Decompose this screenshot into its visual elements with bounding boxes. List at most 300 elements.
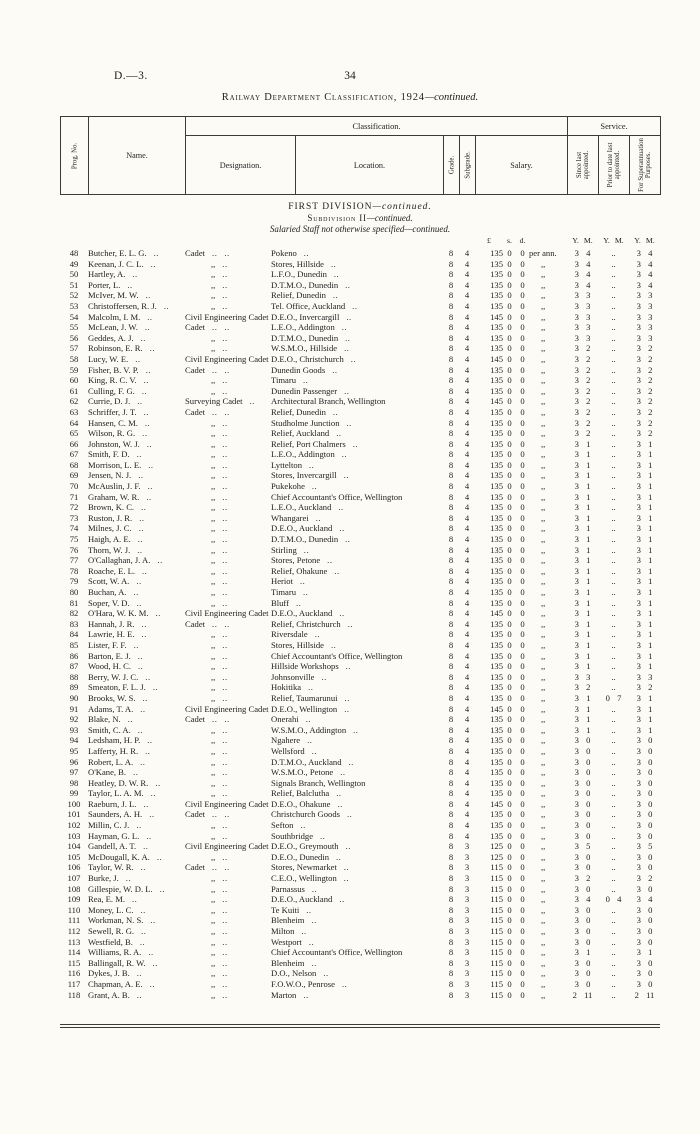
leader-dots: .. bbox=[145, 671, 151, 682]
subgrade: 4 bbox=[464, 269, 470, 280]
staff-name: Raeburn, J. L. .. bbox=[88, 798, 149, 809]
subgrade: 4 bbox=[464, 756, 470, 767]
salary-shillings: 0 bbox=[507, 332, 512, 343]
service-prior: .. bbox=[611, 375, 616, 386]
service-super: 3 1 bbox=[636, 544, 653, 555]
designation: ,, .. bbox=[211, 512, 228, 523]
salary-pounds: 135 bbox=[490, 385, 503, 396]
leader-dots: .. bbox=[222, 385, 228, 396]
service-super: 3 1 bbox=[636, 523, 653, 534]
table-row bbox=[60, 449, 660, 460]
leader-dots: .. bbox=[303, 248, 310, 258]
table-row bbox=[60, 566, 660, 577]
table-row bbox=[60, 926, 660, 937]
salary-pounds: 135 bbox=[490, 650, 503, 661]
column-header-name: Name. bbox=[89, 117, 186, 195]
leader-dots: .. bbox=[345, 661, 351, 672]
salary-shillings: 0 bbox=[507, 915, 512, 926]
staff-name: McLean, J. W. .. bbox=[88, 322, 151, 333]
table-row bbox=[60, 428, 660, 439]
salary-shillings: 0 bbox=[507, 978, 512, 989]
leader-dots: .. bbox=[303, 544, 310, 555]
salary-pence: 0 bbox=[520, 767, 525, 778]
service-since: 3 2 bbox=[574, 417, 591, 428]
service-since: 3 2 bbox=[574, 364, 591, 375]
service-prior: .. bbox=[611, 512, 616, 523]
service-since: 3 4 bbox=[574, 258, 591, 269]
designation: Cadet .. .. bbox=[185, 809, 230, 820]
section-subdivision-heading bbox=[60, 213, 660, 223]
salary-note: ,, bbox=[541, 650, 546, 661]
salary-pence: 0 bbox=[520, 332, 525, 343]
service-since: 3 1 bbox=[574, 459, 591, 470]
table-row bbox=[60, 682, 660, 693]
salary-pounds: 135 bbox=[490, 745, 503, 756]
service-super: 3 1 bbox=[636, 629, 653, 640]
service-super: 3 2 bbox=[636, 682, 653, 693]
salary-note: ,, bbox=[541, 671, 546, 682]
table-row bbox=[60, 915, 660, 926]
subgrade: 4 bbox=[464, 587, 470, 597]
grade: 8 bbox=[448, 428, 454, 439]
prog-no: 108 bbox=[67, 883, 81, 894]
location: Stirling .. bbox=[271, 544, 310, 555]
location: Chief Accountant's Office, Wellington bbox=[271, 650, 403, 661]
salary-note: ,, bbox=[541, 851, 546, 862]
leader-dots: .. bbox=[307, 735, 313, 746]
leader-dots: .. bbox=[155, 777, 161, 788]
leader-dots: .. bbox=[143, 841, 149, 852]
location: Southbridge .. bbox=[271, 830, 326, 841]
grade: 8 bbox=[448, 756, 454, 767]
salary-pence: 0 bbox=[520, 300, 525, 311]
table-row bbox=[60, 640, 660, 651]
leader-dots: .. bbox=[144, 417, 151, 428]
location: Christchurch Goods .. bbox=[271, 809, 353, 820]
table-row bbox=[60, 312, 660, 323]
designation: Cadet .. .. bbox=[185, 364, 230, 375]
service-super: 3 1 bbox=[636, 481, 653, 492]
salary-note: ,, bbox=[541, 968, 546, 979]
leader-dots: .. bbox=[333, 269, 340, 280]
subgrade: 4 bbox=[464, 343, 470, 354]
service-prior: .. bbox=[611, 459, 616, 470]
designation: ,, .. bbox=[211, 724, 228, 735]
service-super: 3 1 bbox=[636, 650, 653, 661]
subgrade: 4 bbox=[464, 258, 470, 269]
service-prior: .. bbox=[611, 883, 616, 894]
leader-dots: .. bbox=[303, 375, 309, 386]
prog-no: 51 bbox=[69, 279, 79, 290]
leader-dots: .. bbox=[222, 915, 228, 926]
leader-dots: .. bbox=[137, 534, 144, 545]
table-row bbox=[60, 481, 660, 492]
salary-note: ,, bbox=[541, 459, 546, 470]
prog-no: 107 bbox=[67, 873, 81, 884]
service-prior: .. bbox=[611, 534, 616, 545]
subgrade: 4 bbox=[464, 428, 470, 439]
leader-dots: .. bbox=[224, 322, 230, 333]
prog-no: 64 bbox=[69, 417, 79, 428]
leader-dots: .. bbox=[153, 248, 159, 258]
grade: 8 bbox=[448, 894, 454, 905]
salary-note: ,, bbox=[541, 258, 546, 269]
service-since: 3 1 bbox=[574, 534, 591, 545]
salary-note: ,, bbox=[541, 608, 546, 619]
prog-no: 96 bbox=[69, 756, 79, 767]
grade: 8 bbox=[448, 788, 454, 799]
table-row bbox=[60, 502, 660, 513]
service-super: 3 0 bbox=[636, 756, 653, 767]
leader-dots: .. bbox=[222, 735, 228, 746]
staff-name: Wood, H. C. .. bbox=[88, 661, 144, 672]
salary-pence: 0 bbox=[520, 703, 525, 714]
staff-name: Hartley, A. .. bbox=[88, 269, 138, 280]
salary-pence: 0 bbox=[520, 459, 525, 470]
salary-note: ,, bbox=[541, 406, 546, 417]
service-prior: .. bbox=[611, 364, 616, 375]
service-since: 3 0 bbox=[574, 883, 591, 894]
staff-name: Saunders, A. H. .. bbox=[88, 809, 155, 820]
staff-name: Johnston, W. J. .. bbox=[88, 438, 153, 449]
service-super: 3 3 bbox=[636, 671, 653, 682]
leader-dots: .. bbox=[224, 862, 230, 873]
salary-pounds: 145 bbox=[490, 703, 503, 714]
location: Bluff .. bbox=[271, 597, 302, 608]
service-since: 3 1 bbox=[574, 523, 591, 534]
table-row bbox=[60, 757, 660, 768]
service-super: 3 0 bbox=[636, 936, 653, 947]
prog-no: 57 bbox=[69, 343, 79, 354]
salary-pence: 0 bbox=[520, 989, 525, 1000]
staff-name: Ledsham, H. P. .. bbox=[88, 735, 153, 746]
service-super: 3 1 bbox=[636, 502, 653, 513]
location: Studholme Junction .. bbox=[271, 417, 352, 428]
location: Relief, Christchurch .. bbox=[271, 618, 353, 629]
salary-shillings: 0 bbox=[507, 661, 512, 672]
service-since: 2 11 bbox=[572, 989, 593, 1000]
salary-shillings: 0 bbox=[507, 555, 512, 566]
leader-dots: .. bbox=[146, 491, 152, 502]
salary-shillings: 0 bbox=[507, 523, 512, 534]
location: Relief, Port Chalmers .. bbox=[271, 438, 359, 449]
designation: Civil Engineering Cadet bbox=[185, 608, 269, 619]
leader-dots: .. bbox=[212, 406, 218, 417]
service-since: 3 2 bbox=[574, 428, 591, 439]
salary-pence: 0 bbox=[520, 639, 525, 650]
salary-shillings: 0 bbox=[507, 396, 512, 407]
service-since: 3 1 bbox=[574, 608, 591, 619]
location: D.E.O., Ohakune .. bbox=[271, 798, 343, 809]
prog-no: 118 bbox=[67, 989, 81, 1000]
salary-pence: 0 bbox=[520, 587, 525, 597]
grade: 8 bbox=[448, 904, 454, 915]
location: Parnassus .. bbox=[271, 883, 318, 894]
grade: 8 bbox=[448, 841, 454, 852]
designation: ,, .. bbox=[211, 735, 228, 746]
leader-dots: .. bbox=[222, 756, 228, 767]
table-row bbox=[60, 968, 660, 979]
designation: ,, .. bbox=[211, 788, 228, 799]
salary-note: ,, bbox=[541, 269, 546, 280]
salary-pence: 0 bbox=[520, 608, 525, 619]
service-prior: 0 7 bbox=[605, 692, 622, 703]
unit-shillings: s. bbox=[507, 236, 512, 245]
service-since: 3 1 bbox=[574, 724, 591, 735]
designation: ,, .. bbox=[211, 777, 228, 788]
salary-pounds: 145 bbox=[490, 798, 503, 809]
service-super: 3 2 bbox=[636, 343, 653, 354]
service-prior: .. bbox=[611, 279, 616, 290]
salary-shillings: 0 bbox=[507, 565, 512, 576]
service-prior: .. bbox=[611, 555, 616, 566]
service-since: 3 3 bbox=[574, 671, 591, 682]
service-prior: .. bbox=[611, 248, 616, 258]
leader-dots: .. bbox=[222, 449, 228, 460]
location: Ngahere .. bbox=[271, 735, 313, 746]
leader-dots: .. bbox=[331, 258, 337, 269]
leader-dots: .. bbox=[152, 957, 158, 968]
salary-pence: 0 bbox=[520, 724, 525, 735]
salary-shillings: 0 bbox=[507, 375, 512, 386]
leader-dots: .. bbox=[222, 724, 228, 735]
location: D.T.M.O., Dunedin .. bbox=[271, 534, 351, 545]
leader-dots: .. bbox=[212, 714, 218, 725]
designation: ,, .. bbox=[211, 449, 228, 460]
salary-note: ,, bbox=[541, 957, 546, 968]
service-prior: .. bbox=[611, 957, 616, 968]
leader-dots: .. bbox=[163, 300, 170, 311]
salary-note: ,, bbox=[541, 841, 546, 852]
staff-rows bbox=[60, 248, 660, 1000]
location: Chief Accountant's Office, Wellington bbox=[271, 947, 403, 958]
service-super: 3 1 bbox=[636, 587, 653, 597]
grade: 8 bbox=[448, 809, 454, 820]
leader-dots: .. bbox=[132, 269, 138, 280]
salary-shillings: 0 bbox=[507, 841, 512, 852]
staff-name: Heatley, D. W. R. .. bbox=[88, 777, 161, 788]
subgrade: 4 bbox=[464, 290, 470, 301]
table-row bbox=[60, 947, 660, 958]
salary-shillings: 0 bbox=[507, 353, 512, 364]
service-prior: .. bbox=[611, 947, 616, 958]
salary-pence: 0 bbox=[520, 343, 525, 354]
service-prior: .. bbox=[611, 597, 616, 608]
salary-note: ,, bbox=[541, 290, 546, 301]
salary-shillings: 0 bbox=[507, 428, 512, 439]
location: Milton .. bbox=[271, 926, 307, 936]
salary-note: per ann. bbox=[529, 248, 557, 258]
document-reference: D.—3. bbox=[114, 70, 148, 82]
location: Riversdale .. bbox=[271, 629, 321, 640]
salary-pence: 0 bbox=[520, 862, 525, 873]
location: Timaru .. bbox=[271, 375, 309, 386]
salary-pence: 0 bbox=[520, 406, 525, 417]
unit-ym-prior: Y. M. bbox=[603, 236, 624, 245]
service-since: 3 0 bbox=[574, 820, 591, 831]
leader-dots: .. bbox=[147, 481, 153, 492]
staff-name: Morrison, L. E. .. bbox=[88, 459, 154, 470]
salary-pounds: 135 bbox=[490, 438, 503, 449]
salary-note: ,, bbox=[541, 661, 546, 672]
service-super: 3 0 bbox=[636, 820, 653, 831]
subgrade: 4 bbox=[464, 767, 470, 778]
salary-shillings: 0 bbox=[507, 936, 512, 947]
leader-dots: .. bbox=[222, 512, 228, 523]
grade: 8 bbox=[448, 873, 454, 884]
grade: 8 bbox=[448, 820, 454, 831]
leader-dots: .. bbox=[222, 544, 228, 555]
service-since: 3 1 bbox=[574, 661, 591, 672]
prog-no: 65 bbox=[69, 428, 79, 439]
salary-pounds: 135 bbox=[490, 470, 503, 481]
table-row bbox=[60, 587, 660, 598]
leader-dots: .. bbox=[331, 639, 337, 650]
salary-pence: 0 bbox=[520, 279, 525, 290]
designation: Cadet .. .. bbox=[185, 862, 230, 873]
salary-pounds: 145 bbox=[490, 396, 503, 407]
service-super: 3 1 bbox=[636, 661, 653, 672]
prog-no: 110 bbox=[67, 904, 81, 915]
subgrade: 4 bbox=[464, 396, 470, 407]
leader-dots: .. bbox=[212, 809, 218, 820]
leader-dots: .. bbox=[136, 989, 143, 1000]
salary-pounds: 135 bbox=[490, 417, 503, 428]
designation: Civil Engineering Cadet bbox=[185, 311, 269, 322]
designation: ,, .. bbox=[211, 438, 228, 449]
service-prior: .. bbox=[611, 798, 616, 809]
table-row bbox=[60, 396, 660, 407]
designation: ,, .. bbox=[211, 470, 228, 481]
salary-shillings: 0 bbox=[507, 322, 512, 333]
prog-no: 87 bbox=[69, 661, 79, 672]
salary-shillings: 0 bbox=[507, 481, 512, 492]
salary-note: ,, bbox=[541, 873, 546, 884]
subgrade: 4 bbox=[464, 417, 470, 428]
subgrade: 3 bbox=[464, 926, 470, 936]
service-prior: .. bbox=[611, 682, 616, 693]
salary-note: ,, bbox=[541, 703, 546, 714]
service-super: 3 4 bbox=[636, 269, 653, 280]
grade: 8 bbox=[448, 629, 454, 640]
service-prior: .. bbox=[611, 724, 616, 735]
salary-pounds: 135 bbox=[490, 830, 503, 841]
service-super: 3 1 bbox=[636, 618, 653, 629]
service-since: 3 0 bbox=[574, 862, 591, 873]
salary-pence: 0 bbox=[520, 841, 525, 852]
leader-dots: .. bbox=[346, 809, 353, 820]
staff-name: Smeaton, F. L. J. .. bbox=[88, 682, 159, 693]
salary-pounds: 135 bbox=[490, 343, 503, 354]
salary-pounds: 135 bbox=[490, 322, 503, 333]
salary-note: ,, bbox=[541, 915, 546, 926]
service-prior: .. bbox=[611, 258, 616, 269]
salary-note: ,, bbox=[541, 385, 546, 396]
service-since: 3 0 bbox=[574, 926, 591, 936]
designation: ,, .. bbox=[211, 957, 228, 968]
prog-no: 95 bbox=[69, 745, 79, 756]
service-prior: .. bbox=[611, 385, 616, 396]
salary-pence: 0 bbox=[520, 883, 525, 894]
leader-dots: .. bbox=[222, 745, 228, 756]
table-row bbox=[60, 862, 660, 873]
prog-no: 52 bbox=[69, 290, 79, 301]
units-row bbox=[60, 236, 660, 248]
salary-pence: 0 bbox=[520, 311, 525, 322]
salary-pence: 0 bbox=[520, 798, 525, 809]
service-prior: .. bbox=[611, 311, 616, 322]
salary-note: ,, bbox=[541, 788, 546, 799]
service-since: 3 1 bbox=[574, 491, 591, 502]
salary-shillings: 0 bbox=[507, 608, 512, 619]
table-row bbox=[60, 418, 660, 429]
leader-dots: .. bbox=[222, 481, 228, 492]
service-prior: .. bbox=[611, 936, 616, 947]
service-since: 3 1 bbox=[574, 629, 591, 640]
salary-shillings: 0 bbox=[507, 777, 512, 788]
leader-dots: .. bbox=[212, 322, 218, 333]
column-header-location: Location. bbox=[296, 136, 444, 195]
leader-dots: .. bbox=[142, 692, 148, 703]
salary-shillings: 0 bbox=[507, 406, 512, 417]
prog-no: 113 bbox=[67, 936, 81, 947]
prog-no: 74 bbox=[69, 523, 79, 534]
staff-name: Adams, T. A. .. bbox=[88, 703, 146, 714]
subgrade: 4 bbox=[464, 597, 470, 608]
section-subdivision-continued: —continued. bbox=[366, 213, 413, 223]
service-prior: .. bbox=[611, 873, 616, 884]
subgrade: 4 bbox=[464, 544, 470, 555]
service-super: 3 0 bbox=[636, 978, 653, 989]
salary-shillings: 0 bbox=[507, 417, 512, 428]
grade: 8 bbox=[448, 777, 454, 788]
salary-pounds: 115 bbox=[490, 883, 503, 894]
column-header-service-prior: Prior to date last appointed. bbox=[606, 142, 622, 188]
designation: ,, .. bbox=[211, 502, 228, 513]
table-row bbox=[60, 322, 660, 333]
service-since: 3 1 bbox=[574, 639, 591, 650]
grade: 8 bbox=[448, 406, 454, 417]
salary-shillings: 0 bbox=[507, 989, 512, 1000]
prog-no: 58 bbox=[69, 353, 79, 364]
grade: 8 bbox=[448, 692, 454, 703]
designation: ,, .. bbox=[211, 671, 228, 682]
column-header-service-since-cell bbox=[568, 136, 599, 195]
grade: 8 bbox=[448, 353, 454, 364]
salary-pounds: 135 bbox=[490, 523, 503, 534]
grade: 8 bbox=[448, 724, 454, 735]
salary-pounds: 135 bbox=[490, 809, 503, 820]
designation: ,, .. bbox=[211, 936, 228, 947]
salary-pounds: 135 bbox=[490, 269, 503, 280]
location: Timaru .. bbox=[271, 587, 309, 597]
staff-name: Fisher, B. V. P. .. bbox=[88, 364, 151, 375]
service-since: 3 4 bbox=[574, 248, 591, 258]
salary-shillings: 0 bbox=[507, 883, 512, 894]
salary-note: ,, bbox=[541, 343, 546, 354]
leader-dots: .. bbox=[305, 714, 311, 725]
service-prior: .. bbox=[611, 714, 616, 725]
leader-dots: .. bbox=[140, 862, 146, 873]
leader-dots: .. bbox=[222, 978, 228, 989]
designation: ,, .. bbox=[211, 978, 228, 989]
staff-name: Culling, F. G. .. bbox=[88, 385, 148, 396]
subgrade: 4 bbox=[464, 523, 470, 534]
subgrade: 4 bbox=[464, 555, 470, 566]
service-prior: .. bbox=[611, 417, 616, 428]
designation: ,, .. bbox=[211, 290, 228, 301]
service-since: 3 2 bbox=[574, 682, 591, 693]
